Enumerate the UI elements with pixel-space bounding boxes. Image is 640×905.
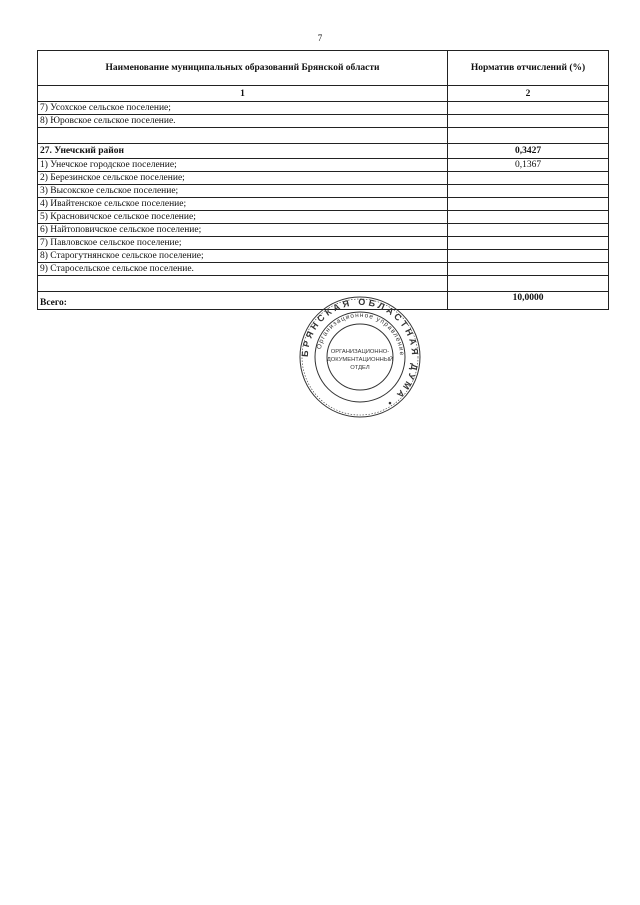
blank-cell — [38, 128, 448, 144]
column-number-1: 1 — [38, 86, 448, 102]
column-number-row — [38, 86, 609, 102]
row-value — [448, 115, 609, 128]
table-row — [38, 263, 609, 276]
row-value — [448, 250, 609, 263]
row-value — [448, 237, 609, 250]
district-row — [38, 144, 609, 159]
stamp-outer-text: БРЯНСКАЯ ОБЛАСТНАЯ ДУМА • — [299, 296, 421, 410]
district-value: 0,3427 — [448, 144, 609, 159]
row-name: 8) Старогутнянское сельское поселение; — [38, 250, 448, 263]
blank-row — [38, 276, 609, 292]
header-rate: Норматив отчислений (%) — [448, 51, 609, 86]
row-name: 3) Высокское сельское поселение; — [38, 185, 448, 198]
blank-cell — [448, 128, 609, 144]
district-name: 27. Унечский район — [38, 144, 448, 159]
stamp-center-line-1: ОРГАНИЗАЦИОННО- — [330, 349, 390, 355]
stamp-center-line-3: ОТДЕЛ — [350, 365, 370, 371]
row-name: 5) Красновичское сельское поселение; — [38, 211, 448, 224]
table-row — [38, 115, 609, 128]
table-row — [38, 250, 609, 263]
table-row — [38, 159, 609, 172]
table-header-row — [38, 51, 609, 86]
stamp-center-line-2: ДОКУМЕНТАЦИОННЫЙ — [326, 357, 394, 363]
row-name: 9) Старосельское сельское поселение. — [38, 263, 448, 276]
table-row — [38, 211, 609, 224]
blank-row — [38, 128, 609, 144]
row-value — [448, 198, 609, 211]
total-label: Всего: — [38, 292, 448, 310]
row-value — [448, 102, 609, 115]
row-value — [448, 224, 609, 237]
row-name: 7) Усохское сельское поселение; — [38, 102, 448, 115]
row-name: 1) Унечское городское поселение; — [38, 159, 448, 172]
blank-cell — [38, 276, 448, 292]
table-row — [38, 198, 609, 211]
row-name: 4) Ивайтенское сельское поселение; — [38, 198, 448, 211]
table-row — [38, 237, 609, 250]
blank-cell — [448, 276, 609, 292]
stamp-seal-icon — [298, 295, 422, 419]
row-value — [448, 263, 609, 276]
row-value — [448, 185, 609, 198]
row-value: 0,1367 — [448, 159, 609, 172]
table-row — [38, 172, 609, 185]
header-municipality: Наименование муниципальных образований Брянской области — [38, 51, 448, 86]
official-stamp — [298, 295, 422, 419]
table-row — [38, 102, 609, 115]
total-value: 10,0000 — [448, 292, 609, 310]
table-row — [38, 185, 609, 198]
standards-table — [37, 50, 609, 310]
page-number: 7 — [317, 33, 323, 43]
row-value — [448, 172, 609, 185]
stamp-inner-text: Организационное управление — [315, 311, 406, 357]
row-name: 6) Найтоповичское сельское поселение; — [38, 224, 448, 237]
column-number-2: 2 — [448, 86, 609, 102]
table-row — [38, 224, 609, 237]
row-value — [448, 211, 609, 224]
row-name: 8) Юровское сельское поселение. — [38, 115, 448, 128]
row-name: 2) Березинское сельское поселение; — [38, 172, 448, 185]
row-name: 7) Павловское сельское поселение; — [38, 237, 448, 250]
